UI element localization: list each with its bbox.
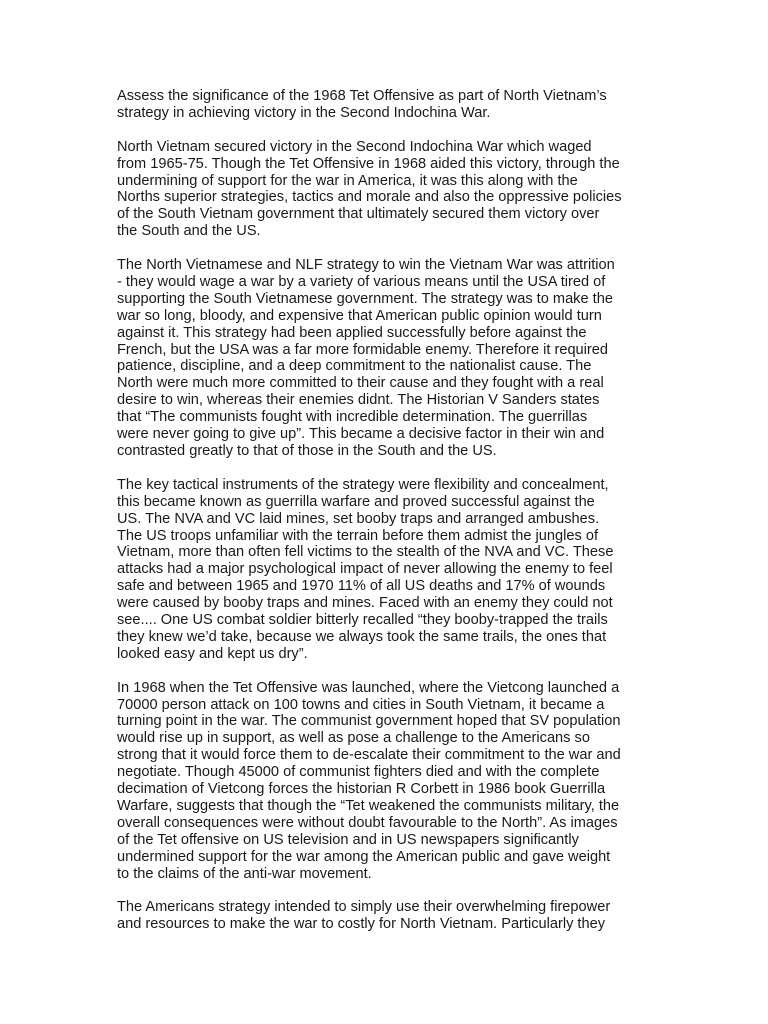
essay-question: Assess the significance of the 1968 Tet Offensive as part of North Vietnam’s strategy in achieving victory in the Second Indochina War. [117,88,607,121]
paragraph-tet-offensive: In 1968 when the Tet Offensive was launched, where the Vietcong launched a 70000 person attack on 100 towns and cities in South Vietnam, it became a turning point in the war. The communist government hoped that SV population would rise up in support, as well as pose a challenge to the Americans so strong that it would force them to de-escalate their commitment to the war and negotiate. Though 45000 of communist fighters died and with the complete decimation of Vietcong forces the historian R Corbett in 1986 book Guerrilla Warfare, suggests that though the “Tet weakened the communists military, the overall consequences were without doubt favourable to the North”. As images of the Tet offensive on US television and in US newspapers significantly undermined support for the war among the American public and gave weight to the claims of the anti-war movement. [117,679,621,882]
paragraph-american-strategy: The Americans strategy intended to simply use their overwhelming firepower and resources to make the war to costly for North Vietnam. Particularly they [117,899,611,933]
paragraph-introduction: North Vietnam secured victory in the Second Indochina War which waged from 1965-75. Though the Tet Offensive in 1968 aided this victory, through the undermining of support for the war in America, it was this along with the Norths superior strategies, tactics and morale and also the oppressive policies of the South Vietnam government that ultimately secured them victory over the South and the US. [117,138,622,240]
document-body [117,88,661,950]
paragraph-guerrilla-tactics: The key tactical instruments of the strategy were flexibility and concealment, this became known as guerrilla warfare and proved successful against the US. The NVA and VC laid mines, set booby traps and arranged ambushes. The US troops unfamiliar with the terrain before them admist the jungles of Vietnam, more than often fell victims to the stealth of the NVA and VC. These attacks had a major psychological impact of never allowing the enemy to feel safe and between 1965 and 1970 11% of all US deaths and 17% of wounds were caused by booby traps and mines. Faced with an enemy they could not see.... One US combat soldier bitterly recalled “they booby-trapped the trails they knew we’d take, because we always took the same trails, the ones that looked easy and kept us dry”. [117,476,614,662]
paragraph-strategy-attrition: The North Vietnamese and NLF strategy to win the Vietnam War was attrition - they would wage a war by a variety of various means until the USA tired of supporting the South Vietnamese government. The strategy was to make the war so long, bloody, and expensive that American public opinion would turn against it. This strategy had been applied successfully before against the French, but the USA was a far more formidable enemy. Therefore it required patience, discipline, and a deep commitment to the nationalist cause. The North were much more committed to their cause and they fought with a real desire to win, whereas their enemies didnt. The Historian V Sanders states that “The communists fought with incredible determination. The guerrillas were never going to give up”. This became a decisive factor in their win and contrasted greatly to that of those in the South and the US. [117,257,615,459]
